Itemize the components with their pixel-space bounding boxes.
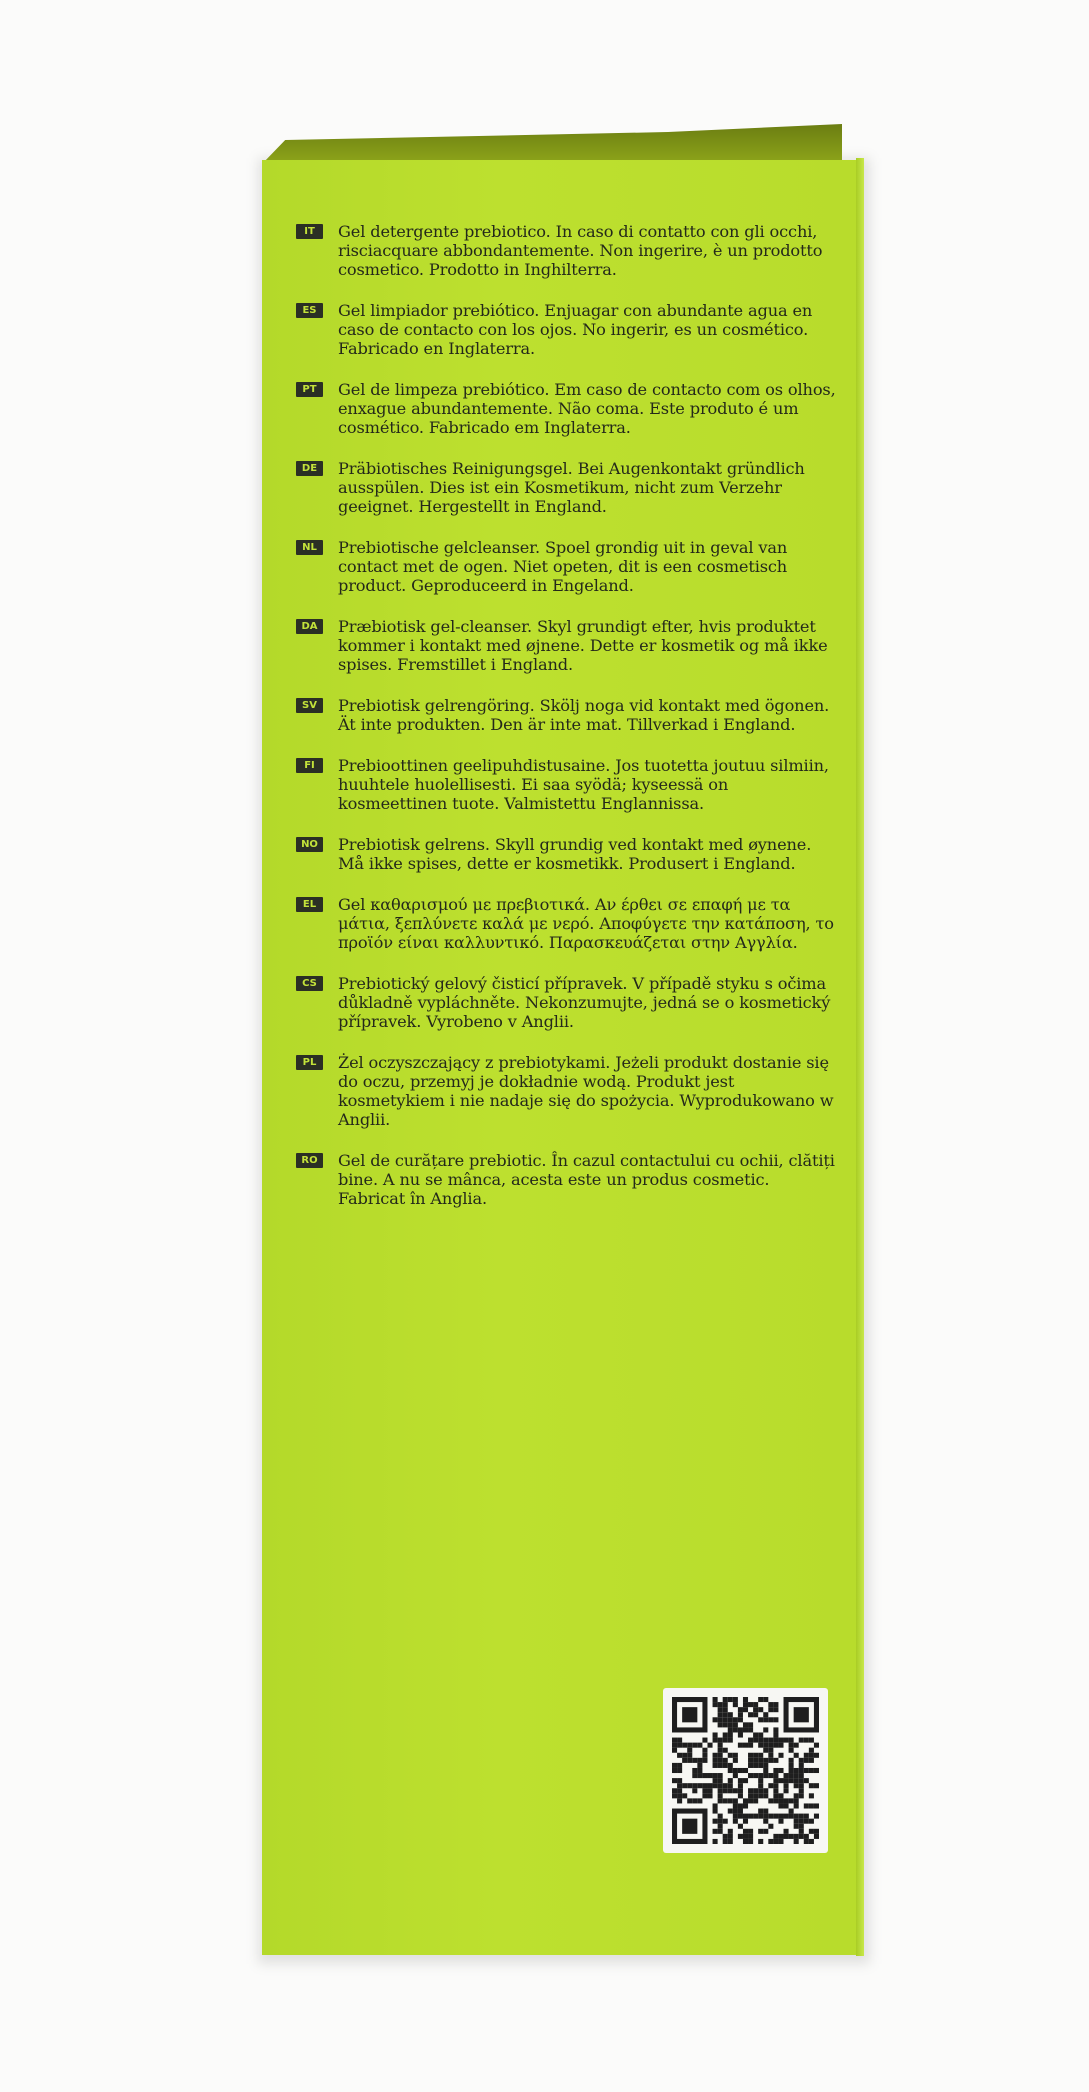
entry-text-cs: Prebiotický gelový čisticí přípravek. V případě styku s očima důkladně vypláchněte. Nekonzumujte, jedná se o kosmetický přípravek. Vyrobeno v Anglii.	[338, 974, 831, 1031]
language-badge-ro: RO	[296, 1153, 323, 1168]
entry-text-sv: Prebiotisk gelrengöring. Skölj noga vid kontakt med ögonen. Ät inte produkten. Den är inte mat. Tillverkad i England.	[338, 696, 830, 734]
entry-no	[296, 835, 841, 873]
language-badge-fi: FI	[296, 758, 323, 773]
entry-text-es: Gel limpiador prebiótico. Enjuagar con abundante agua en caso de contacto con los ojos. No ingerir, es un cosmético. Fabricado en Inglaterra.	[338, 301, 813, 358]
qr-code[interactable]	[663, 1688, 828, 1853]
language-badge-no: NO	[296, 837, 323, 852]
language-badge-sv: SV	[296, 698, 323, 713]
entry-text-fi: Prebioottinen geelipuhdistusaine. Jos tuotetta joutuu silmiin, huuhtele huolellisesti. Ei saa syödä; kyseessä on kosmeettinen tuote. Valmistettu Englannissa.	[338, 756, 829, 813]
language-badge-el: EL	[296, 897, 323, 912]
entry-text-nl: Prebiotische gelcleanser. Spoel grondig uit in geval van contact met de ogen. Niet opeten, dit is een cosmetisch product. Geproduceerd in Engeland.	[338, 538, 788, 595]
entry-text-de: Präbiotisches Reinigungsgel. Bei Augenkontakt gründlich ausspülen. Dies ist ein Kosmetikum, nicht zum Verzehr geeignet. Hergestellt in England.	[338, 459, 805, 516]
entry-el	[296, 895, 841, 952]
entry-nl	[296, 538, 841, 595]
entry-pl	[296, 1053, 841, 1129]
entry-text-da: Præbiotisk gel-cleanser. Skyl grundigt efter, hvis produktet kommer i kontakt med øjnene. Dette er kosmetik og må ikke spises. Fremstillet i England.	[338, 617, 828, 674]
entry-fi	[296, 756, 841, 813]
entry-de	[296, 459, 841, 516]
language-badge-it: IT	[296, 224, 323, 239]
entry-text-it: Gel detergente prebiotico. In caso di contatto con gli occhi, risciacquare abbondantemente. Non ingerire, è un prodotto cosmetico. Prodotto in Inghilterra.	[338, 222, 823, 279]
entry-ro	[296, 1151, 841, 1208]
entry-it	[296, 222, 841, 279]
entry-cs	[296, 974, 841, 1031]
multilingual-text-block	[296, 222, 841, 1230]
language-badge-de: DE	[296, 461, 323, 476]
entry-text-ro: Gel de curățare prebiotic. În cazul contactului cu ochii, clătiți bine. A nu se mânca, acesta este un produs cosmetic. Fabricat în Anglia.	[338, 1151, 835, 1208]
box-top-flap	[262, 124, 842, 164]
language-badge-da: DA	[296, 619, 323, 634]
entry-da	[296, 617, 841, 674]
entry-es	[296, 301, 841, 358]
entry-pt	[296, 380, 841, 437]
language-badge-cs: CS	[296, 976, 323, 991]
entry-text-pl: Żel oczyszczający z prebiotykami. Jeżeli produkt dostanie się do oczu, przemyj je dokładnie wodą. Produkt jest kosmetykiem i nie nadaje się do spożycia. Wyprodukowano w Anglii.	[338, 1053, 834, 1129]
entry-text-no: Prebiotisk gelrens. Skyll grundig ved kontakt med øynene. Må ikke spises, dette er kosmetikk. Produsert i England.	[338, 835, 812, 873]
qr-code-icon	[672, 1697, 819, 1844]
language-badge-es: ES	[296, 303, 323, 318]
language-badge-nl: NL	[296, 540, 323, 555]
language-badge-pt: PT	[296, 382, 323, 397]
entry-sv	[296, 696, 841, 734]
language-badge-pl: PL	[296, 1055, 323, 1070]
entry-text-pt: Gel de limpeza prebiótico. Em caso de contacto com os olhos, enxague abundantemente. Não coma. Este produto é um cosmético. Fabricado em Inglaterra.	[338, 380, 836, 437]
entry-text-el: Gel καθαρισμού με πρεβιοτικά. Αν έρθει σε επαφή με τα μάτια, ξεπλύνετε καλά με νερό. Αποφύγετε την κατάποση, το προϊόν είναι καλλυντικό. Παρασκευάζεται στην Αγγλία.	[338, 895, 834, 952]
box-right-edge	[856, 158, 864, 1956]
